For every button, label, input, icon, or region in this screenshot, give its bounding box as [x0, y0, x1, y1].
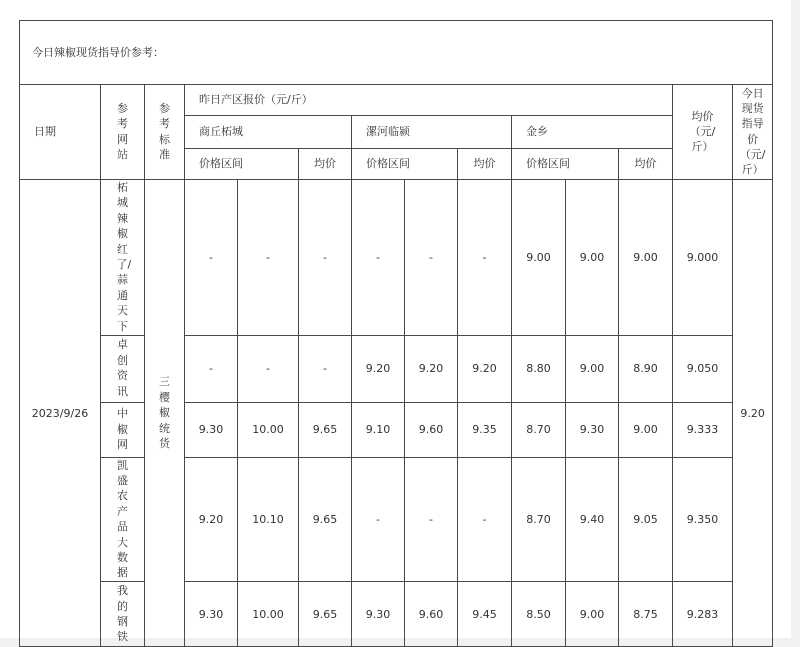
site-cell: 中椒网	[101, 402, 145, 457]
price-cell: 10.10	[238, 457, 299, 582]
header-site: 参考网站	[101, 85, 145, 180]
price-cell: -	[238, 180, 299, 336]
price-cell: 9.00	[619, 180, 673, 336]
header-avg: 均价	[458, 149, 512, 180]
price-cell: 8.90	[619, 335, 673, 402]
header-range: 价格区间	[185, 149, 299, 180]
header-region-luohe: 漯河临颍	[352, 116, 512, 149]
price-cell: 9.10	[352, 402, 405, 457]
price-cell: -	[458, 180, 512, 336]
price-cell: -	[458, 457, 512, 582]
price-cell: 9.65	[299, 457, 352, 582]
price-table	[19, 20, 773, 647]
table-row	[20, 335, 773, 402]
price-cell: 9.00	[566, 582, 619, 647]
header-standard: 参考标准	[145, 85, 185, 180]
site-cell: 凯盛农产品大数据	[101, 457, 145, 582]
price-cell: -	[185, 335, 238, 402]
site-cell: 柘城辣椒红了/蒜通天下	[101, 180, 145, 336]
price-cell: 9.35	[458, 402, 512, 457]
price-cell: -	[185, 180, 238, 336]
header-date: 日期	[20, 85, 101, 180]
price-cell: 9.20	[405, 335, 458, 402]
table-row	[20, 180, 773, 336]
price-cell: 9.30	[566, 402, 619, 457]
price-cell: 9.30	[352, 582, 405, 647]
price-cell: 10.00	[238, 582, 299, 647]
avg-cell: 9.050	[673, 335, 733, 402]
price-cell: -	[405, 180, 458, 336]
price-cell: 8.70	[512, 457, 566, 582]
avg-cell: 9.350	[673, 457, 733, 582]
avg-cell: 9.283	[673, 582, 733, 647]
price-cell: 9.65	[299, 402, 352, 457]
price-cell: 8.75	[619, 582, 673, 647]
today-price-cell: 9.20	[733, 180, 773, 647]
price-cell: 9.00	[566, 180, 619, 336]
price-cell: 8.80	[512, 335, 566, 402]
price-cell: 10.00	[238, 402, 299, 457]
price-cell: -	[299, 335, 352, 402]
price-cell: 9.20	[185, 457, 238, 582]
price-cell: -	[405, 457, 458, 582]
header-yesterday-group: 昨日产区报价（元/斤）	[185, 85, 673, 116]
header-range: 价格区间	[512, 149, 619, 180]
date-cell: 2023/9/26	[20, 180, 101, 647]
price-cell: 9.65	[299, 582, 352, 647]
price-cell: -	[238, 335, 299, 402]
price-cell: 9.00	[566, 335, 619, 402]
site-cell: 我的钢铁	[101, 582, 145, 647]
header-overall-avg: 均价（元/斤）	[673, 85, 733, 180]
header-region-shangqiu: 商丘柘城	[185, 116, 352, 149]
avg-cell: 9.000	[673, 180, 733, 336]
price-cell: 9.30	[185, 582, 238, 647]
header-region-jinxiang: 金乡	[512, 116, 673, 149]
table-row	[20, 582, 773, 647]
price-cell: 9.60	[405, 582, 458, 647]
price-cell: -	[352, 457, 405, 582]
table-row	[20, 402, 773, 457]
price-cell: 8.70	[512, 402, 566, 457]
price-cell: 9.00	[512, 180, 566, 336]
price-cell: 9.05	[619, 457, 673, 582]
avg-cell: 9.333	[673, 402, 733, 457]
site-cell: 卓创资讯	[101, 335, 145, 402]
price-cell: -	[299, 180, 352, 336]
standard-cell: 三樱椒统货	[145, 180, 185, 647]
price-cell: 9.45	[458, 582, 512, 647]
price-cell: 9.20	[352, 335, 405, 402]
price-cell: 9.60	[405, 402, 458, 457]
price-cell: 9.30	[185, 402, 238, 457]
price-cell: 9.40	[566, 457, 619, 582]
header-today-price: 今日现货指导价（元/斤）	[733, 85, 773, 180]
header-avg: 均价	[299, 149, 352, 180]
price-cell: 8.50	[512, 582, 566, 647]
table-title: 今日辣椒现货指导价参考：	[20, 21, 773, 85]
price-cell: 9.00	[619, 402, 673, 457]
table-row	[20, 457, 773, 582]
header-avg: 均价	[619, 149, 673, 180]
price-cell: -	[352, 180, 405, 336]
price-cell: 9.20	[458, 335, 512, 402]
header-range: 价格区间	[352, 149, 458, 180]
